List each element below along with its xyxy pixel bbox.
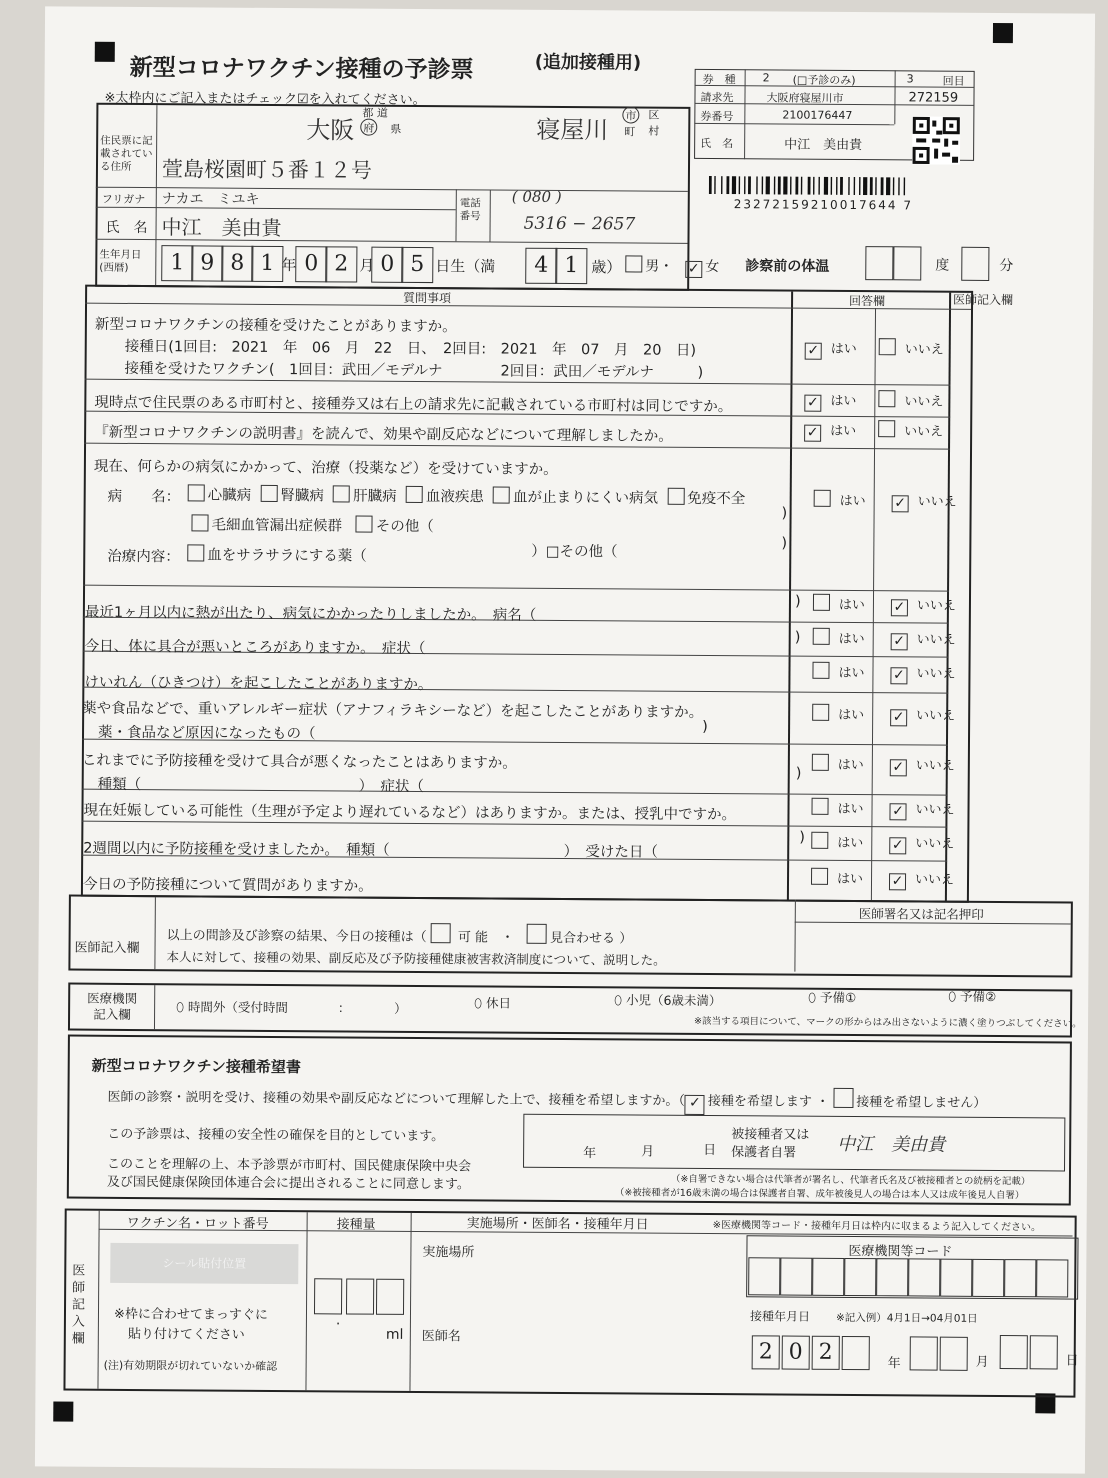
form-subtitle: (追加接種用) — [534, 51, 642, 74]
child-label: 小児（6歳未満） — [625, 992, 722, 1009]
checkbox[interactable]: ✓ — [804, 395, 821, 412]
date-example-note: ※記入例）4月1日→04月01日 — [835, 1311, 978, 1325]
dose-unit: ml — [385, 1326, 404, 1343]
dose-digit-box[interactable] — [376, 1279, 404, 1315]
q4-treatment-other: ）□その他（ — [531, 543, 618, 561]
checkbox[interactable] — [406, 486, 423, 503]
yes-label: はい — [838, 665, 865, 682]
clinic-section-label: 医療機関記入欄 — [87, 990, 138, 1022]
q4-text: 現在、何らかの病気にかかって、治療（投薬など）を受けていますか。 — [93, 458, 558, 478]
answer-yes-option[interactable] — [811, 868, 863, 887]
q4-disease-options — [188, 483, 746, 508]
checkbox[interactable] — [878, 420, 895, 437]
checkbox[interactable] — [356, 516, 373, 533]
q4-disease-options-2 — [191, 513, 433, 536]
disease-immune: 免疫不全 — [687, 490, 746, 508]
vax-year-digit[interactable] — [842, 1336, 870, 1370]
qr-code-icon — [912, 116, 960, 164]
facility-code-cell[interactable] — [876, 1258, 908, 1296]
ticket-type-value: 2 — [762, 71, 770, 85]
answer-yes-option[interactable] — [811, 798, 863, 817]
pref-suffix-ken: 県 — [390, 122, 402, 136]
pref-suffix-circled: 府 — [360, 119, 377, 136]
street-address: 萱島桜園町５番１２号 — [161, 157, 373, 183]
female-label: 女 — [705, 258, 720, 276]
q4-disease-label: 病 名： — [107, 488, 181, 506]
vaccination-date-label: 接種年月日 — [749, 1309, 811, 1324]
q8-text: 薬や食品などで、重いアレルギー症状（アナフィラキシーなど）を起こしたことがありますか。 — [82, 700, 704, 721]
yes-label: はい — [830, 341, 857, 358]
vax-year-digit[interactable]: 2 — [812, 1336, 840, 1370]
answer-no-option[interactable] — [891, 628, 956, 650]
reserve2-label: 予備② — [959, 988, 997, 1005]
answer-yes-option[interactable] — [812, 704, 864, 723]
checkbox[interactable] — [813, 594, 830, 611]
city-suffix-village: 村 — [648, 124, 660, 138]
checkbox[interactable]: ✓ — [889, 803, 906, 820]
yes-label: はい — [830, 393, 857, 410]
answer-no-option[interactable] — [889, 868, 954, 890]
answer-yes-option[interactable] — [804, 420, 856, 442]
consent-title: 新型コロナワクチン接種希望書 — [91, 1056, 302, 1077]
consent-date-month: 月 — [641, 1144, 655, 1160]
treatment-blood-thinner: 血をサラサラにする薬（ — [207, 547, 367, 565]
q9-text: これまでに予防接種を受けて具合が悪くなったことはありますか。 — [81, 752, 517, 772]
ticket-times-label: 回目 — [942, 74, 965, 88]
no-label: いいえ — [904, 424, 944, 440]
consent-date-day: 日 — [703, 1142, 717, 1159]
ticket-type-label: 券 種 — [702, 72, 736, 87]
checkbox[interactable]: ✓ — [892, 495, 909, 512]
birth-year-digit[interactable]: 8 — [221, 246, 253, 282]
hold-label: 見合わせる — [550, 930, 616, 947]
checkbox[interactable] — [187, 544, 204, 561]
vax-month-box[interactable] — [940, 1337, 968, 1371]
consent-note-2: （※被接種者が16歳未満の場合は保護者自署、成年被後見人の場合は本人又は成年後見人自署） — [614, 1187, 1025, 1202]
vax-day-box[interactable] — [1000, 1335, 1028, 1369]
facility-code-label: 医療機関等コード — [848, 1243, 953, 1260]
consent-note-1: （※自署できない場合は代筆者が署名し、代筆者氏名及び被接種者との続柄を記載） — [670, 1173, 1031, 1188]
no-label: いいえ — [915, 836, 955, 852]
yes-label: はい — [838, 597, 866, 614]
dose-digit-box[interactable] — [346, 1278, 374, 1314]
no-label: いいえ — [917, 494, 957, 510]
facility-code-cell[interactable] — [908, 1258, 940, 1296]
q4-treatment-options — [187, 543, 367, 565]
barcode-icon — [709, 176, 974, 196]
city-suffix-town: 町 — [624, 125, 636, 139]
no-label: いいえ — [916, 666, 956, 682]
consent-date-year: 年 — [583, 1146, 597, 1162]
sticker-note-1: ※枠に合わせてまっすぐに — [113, 1306, 268, 1323]
paren-close: ) — [799, 829, 806, 846]
ticket-number-value: 2100176447 — [782, 108, 853, 122]
vax-day-box[interactable] — [1030, 1335, 1058, 1369]
age-digit[interactable]: 4 — [525, 248, 557, 284]
place-label: 実施場所 — [422, 1245, 475, 1261]
q10-text: 現在妊娠している可能性（生理が予定より遅れているなど）はありますか。または、授乳中ですか。 — [83, 802, 737, 824]
doctor-signature-label: 医師署名又は記名押印 — [858, 906, 984, 922]
name-label: 氏 名 — [105, 219, 148, 237]
no-label: いいえ — [914, 872, 955, 888]
sticker-area[interactable]: シール貼付位置 — [110, 1243, 298, 1284]
vax-year-digit[interactable]: 2 — [752, 1335, 780, 1369]
vax-year-unit: 年 — [887, 1356, 901, 1372]
paren-close: ) — [702, 718, 708, 735]
checkbox[interactable] — [260, 485, 277, 502]
answer-yes-option[interactable] — [812, 662, 864, 681]
answer-no-option[interactable] — [890, 754, 955, 776]
facility-code-cell[interactable] — [812, 1258, 844, 1296]
answer-no-option[interactable] — [878, 390, 943, 409]
paren-close: ) — [795, 765, 802, 782]
facility-code-cell[interactable] — [1004, 1259, 1036, 1297]
answer-no-option[interactable] — [892, 490, 957, 512]
checkbox[interactable]: ✓ — [890, 667, 907, 684]
checkbox[interactable]: ✓ — [891, 633, 908, 650]
want-label: 接種を希望します — [707, 1094, 813, 1110]
disease-heart: 心臓病 — [207, 487, 252, 504]
disease-kidney: 腎臓病 — [280, 488, 324, 505]
doctor-name-label: 医師名 — [421, 1329, 461, 1345]
record-side-label: 医師記入欄 — [71, 1263, 86, 1347]
vax-year-digit[interactable]: 0 — [782, 1336, 810, 1370]
yes-label: はい — [838, 707, 865, 724]
male-label: 男・ — [645, 258, 674, 275]
yes-label: はい — [838, 631, 865, 648]
q1-vaccines: 接種を受けたワクチン( 1回目：武田／モデルナ 2回目：武田／モデルナ ) — [124, 360, 704, 381]
phone-number: 5316 − 2657 — [523, 213, 636, 235]
facility-code-cell[interactable] — [748, 1257, 780, 1295]
checkbox[interactable] — [814, 490, 831, 507]
checkbox[interactable]: ✓ — [889, 837, 906, 854]
vaccine-lot-header: ワクチン名・ロット番号 — [126, 1215, 269, 1232]
temp-unit-decimal: 分 — [999, 258, 1014, 275]
no-label: いいえ — [915, 758, 955, 774]
city-suffix-circled: 市 — [622, 106, 639, 123]
dose-digit-box[interactable] — [314, 1278, 342, 1314]
reserve1-label: 予備① — [819, 989, 857, 1006]
name-value: 中江 美由貴 — [161, 215, 282, 241]
no-label: いいえ — [904, 394, 944, 410]
yes-label: はい — [830, 423, 857, 440]
yes-label: はい — [837, 835, 864, 852]
consent-agree-2: 及び国民健康保険団体連合会に提出されることに同意します。 — [106, 1174, 470, 1193]
no-label: いいえ — [916, 708, 956, 724]
doctor-explanation: 本人に対して、接種の効果、副反応及び予防接種健康被害救済制度について、説明した。 — [166, 949, 666, 968]
checkbox[interactable]: ✓ — [890, 759, 907, 776]
clinic-option-reserve2[interactable]: ⬯ 予備② — [948, 988, 997, 1005]
birth-year-digit[interactable]: 1 — [161, 245, 193, 281]
consent-purpose: この予診票は、接種の安全性の確保を目的としています。 — [107, 1126, 445, 1145]
temp-unit-degree: 度 — [935, 257, 950, 274]
age-unit: 歳） — [591, 258, 622, 277]
birth-day-digit[interactable]: 5 — [401, 247, 433, 283]
phone-label: 電話番号 — [459, 197, 481, 223]
no-label: いいえ — [915, 802, 955, 818]
answer-no-option[interactable] — [890, 662, 955, 684]
not-want-label: 接種を希望しません） — [856, 1095, 987, 1111]
registration-mark — [53, 1401, 73, 1421]
birth-day-digit[interactable]: 0 — [371, 247, 403, 283]
clinic-option-holiday[interactable]: ⬯ 休日 — [474, 995, 512, 1011]
yes-label: はい — [837, 801, 864, 818]
ticket-number-label: 券番号 — [700, 109, 734, 124]
dose-header: 接種量 — [336, 1217, 376, 1233]
checkbox[interactable] — [812, 704, 829, 721]
birth-month-digit[interactable]: 0 — [295, 246, 327, 282]
facility-code-cell[interactable] — [844, 1258, 876, 1296]
checkbox[interactable] — [493, 486, 510, 503]
checkbox[interactable] — [431, 923, 451, 943]
clinic-option-after-hours[interactable]: ⬯ 時間外（受付時間 ： ） — [176, 999, 407, 1016]
doctor-notes-header: 医師記入欄 — [953, 292, 1014, 308]
answer-no-option[interactable] — [890, 704, 955, 726]
q8-cause: 薬・食品など原因になったもの（ — [97, 724, 316, 743]
checkbox[interactable] — [811, 798, 828, 815]
form-title: 新型コロナワクチン接種の予診票 — [129, 54, 474, 84]
prefecture-value: 大阪 — [306, 116, 355, 145]
yes-label: はい — [836, 871, 864, 888]
pref-suffix: 都 道 — [362, 106, 388, 120]
ticket-name-value: 中江 美由貴 — [784, 137, 863, 154]
answer-yes-option[interactable] — [813, 594, 865, 613]
q2-text: 現時点で住民票のある市町村と、接種券又は右上の請求先に記載されている市町村は同じですか。 — [94, 394, 733, 416]
checkbox[interactable] — [333, 485, 350, 502]
furigana-value: ナカエ ミユキ — [161, 191, 260, 208]
consent-agree-1: このことを理解の上、本予診票が市町村、国民健康保険中央会 — [106, 1156, 472, 1175]
checkbox[interactable] — [812, 754, 829, 771]
ticket-billing-value: 大阪府寝屋川市 — [766, 91, 844, 105]
answers-header: 回答欄 — [849, 293, 886, 309]
decimal-point: . — [335, 1312, 341, 1329]
temp-digit-box[interactable] — [893, 246, 921, 280]
answer-no-option[interactable] — [878, 420, 943, 439]
disease-bleeding: 血が止まりにくい病気 — [513, 489, 659, 507]
age-digit[interactable]: 1 — [555, 248, 587, 284]
clinic-option-reserve1[interactable]: ⬯ 予備① — [808, 989, 857, 1006]
q4-treatment-label: 治療内容： — [107, 548, 180, 566]
checkbox[interactable] — [811, 868, 828, 885]
ticket-billing-code: 272159 — [908, 90, 959, 106]
q6-text: 今日、体に具合が悪いところがありますか。 症状（ — [84, 638, 426, 658]
judgment-text: 以上の問診及び診察の結果、今日の接種は（ — [166, 928, 427, 946]
checkbox[interactable] — [812, 662, 829, 679]
paren-close: ) — [794, 629, 801, 646]
answer-yes-option[interactable] — [811, 832, 863, 851]
checkbox[interactable]: ✓ — [889, 873, 906, 890]
paren-close: ) — [794, 593, 801, 610]
ticket-billing-label: 請求先 — [700, 90, 734, 105]
q11-text: 2週間以内に予防接種を受けましたか。 種類（ ） 受けた日（ — [83, 840, 659, 861]
checkbox[interactable] — [191, 514, 208, 531]
answer-yes-option[interactable] — [804, 390, 856, 412]
temp-digit-box[interactable] — [865, 246, 893, 280]
ticket-times-value: 3 — [906, 72, 914, 86]
gender-female-option[interactable] — [685, 256, 719, 278]
yes-label: はい — [837, 757, 864, 774]
expiry-note: (注)有効期限が切れていないか確認 — [103, 1358, 278, 1374]
answer-no-option[interactable] — [879, 338, 944, 357]
clinic-option-child[interactable]: ⬯ 小児（6歳未満） — [614, 992, 722, 1009]
paren-close: ) — [781, 535, 788, 552]
temperature-label: 診察前の体温 — [745, 258, 830, 275]
birth-day-unit: 日生（満 — [435, 257, 496, 276]
disease-blood: 血液疾患 — [425, 489, 484, 506]
consent-question-text: 医師の診察・説明を受け、接種の効果や副反応などについて理解した上で、接種を希望しますか。（ — [107, 1089, 686, 1109]
ticket-type-note: (□予診のみ) — [792, 73, 856, 88]
checkbox[interactable] — [813, 628, 830, 645]
answer-no-option[interactable] — [889, 798, 954, 820]
answer-no-option[interactable] — [889, 832, 954, 854]
signer-label: 被接種者又は — [731, 1127, 810, 1143]
checkbox[interactable] — [188, 484, 205, 501]
barcode-number: 23272159210017644 7 — [733, 197, 914, 213]
consent-signature: 中江 美由貴 — [837, 1133, 946, 1156]
answer-no-option[interactable] — [891, 594, 956, 616]
doctor-section-label: 医師記入欄 — [74, 940, 140, 957]
holiday-label: 休日 — [485, 995, 512, 1011]
facility-code-cell[interactable] — [1036, 1259, 1068, 1297]
checkbox[interactable]: ✓ — [804, 425, 821, 442]
possible-label: 可 能 — [457, 930, 489, 946]
female-checkmark: ✓ — [685, 261, 702, 278]
consent-want-checkmark[interactable]: ✓ — [685, 1095, 705, 1115]
ticket-name-label: 氏 名 — [700, 136, 734, 151]
instruction-text: ※太枠内にご記入またはチェック☑を入れてください。 — [104, 90, 426, 109]
checkbox[interactable] — [878, 390, 895, 407]
q7-text: けいれん（ひきつけ）を起こしたことがありますか。 — [84, 674, 433, 694]
q1-text: 新型コロナワクチンの接種を受けたことがありますか。 — [94, 316, 457, 336]
birth-year-digit[interactable]: 9 — [191, 245, 223, 281]
temp-decimal-box[interactable] — [961, 247, 989, 281]
checkbox[interactable] — [879, 338, 896, 355]
registration-mark — [993, 23, 1013, 43]
after-hours-label: 時間外（受付時間 ： ） — [187, 999, 407, 1016]
facility-code-cell[interactable] — [780, 1258, 812, 1296]
doctor-judgment: 以上の問診及び診察の結果、今日の接種は（ 可 能 ・ 見合わせる ） — [167, 921, 633, 946]
city-value: 寝屋川 — [536, 115, 609, 145]
checkbox[interactable] — [527, 924, 547, 944]
answer-yes-option[interactable] — [805, 338, 857, 360]
facility-code-cell[interactable] — [940, 1259, 972, 1297]
no-label: いいえ — [916, 632, 956, 648]
birth-year-unit: 年 — [281, 256, 297, 275]
paren-close: ) — [781, 505, 788, 522]
checkbox[interactable]: ✓ — [805, 343, 822, 360]
facility-code-cell[interactable] — [972, 1259, 1004, 1297]
vax-month-box[interactable] — [910, 1336, 938, 1370]
furigana-label: フリガナ — [101, 192, 146, 207]
vax-day-unit: 日 — [1065, 1353, 1079, 1369]
q1-dates: 接種日(1回目: 2021 年 06 月 22 日、 2回目: 2021 年 07 月 20 日) — [124, 338, 697, 359]
q12-text: 今日の予防接種について質問がありますか。 — [82, 876, 373, 895]
separator: ・ — [816, 1094, 830, 1110]
phone-area-code: ( 080 ) — [511, 187, 562, 206]
registration-mark — [95, 42, 115, 62]
birth-month-digit[interactable]: 2 — [325, 246, 357, 282]
no-label: いいえ — [916, 598, 957, 614]
checkbox[interactable] — [667, 488, 684, 505]
birth-month-unit: 月 — [359, 256, 375, 275]
place-header: 実施場所・医師名・接種年月日 — [466, 1216, 649, 1233]
no-label: いいえ — [904, 342, 944, 358]
clinic-note: ※該当する項目について、マークの形からはみ出さないように濃く塗りつぶしてください。 — [694, 1015, 1082, 1030]
checkbox[interactable] — [833, 1088, 853, 1108]
city-suffix-ward: 区 — [648, 108, 660, 122]
gender-male-option[interactable] — [625, 255, 673, 275]
birth-label: 生年月日(西暦) — [99, 248, 142, 274]
q3-text: 『新型コロナワクチンの説明書』を読んで、効果や副反応などについて理解しましたか。 — [94, 424, 673, 445]
q5-text: 最近1ヶ月以内に熱が出たり、病気にかかったりしましたか。 病名（ — [84, 604, 537, 624]
birth-year-digit[interactable]: 1 — [251, 246, 283, 282]
disease-capillary: 毛細血管漏出症候群 — [211, 517, 343, 535]
checkbox[interactable]: ✓ — [891, 599, 908, 616]
checkbox[interactable] — [811, 832, 828, 849]
address-label: 住民票に記載されている住所 — [99, 134, 153, 173]
yes-label: はい — [839, 493, 866, 510]
signer-label-2: 保護者自署 — [731, 1145, 797, 1161]
place-note: ※医療機関等コード・接種年月日は枠内に収まるよう記入してください。 — [712, 1220, 1042, 1234]
disease-other: その他（ — [375, 518, 434, 536]
disease-liver: 肝臓病 — [353, 488, 397, 505]
answer-yes-option[interactable] — [812, 754, 864, 773]
q9-detail: 種類（ ） 症状（ — [97, 776, 424, 796]
checkbox[interactable]: ✓ — [890, 709, 907, 726]
sticker-note-2: 貼り付けてください — [127, 1326, 245, 1343]
vaccine-questionnaire-form — [35, 6, 1095, 1473]
judgment-end: ） — [619, 931, 633, 947]
vax-month-unit: 月 — [975, 1354, 989, 1370]
questions-header: 質問事項 — [403, 290, 452, 306]
answer-yes-option[interactable] — [814, 490, 866, 509]
answer-yes-option[interactable] — [813, 628, 865, 647]
